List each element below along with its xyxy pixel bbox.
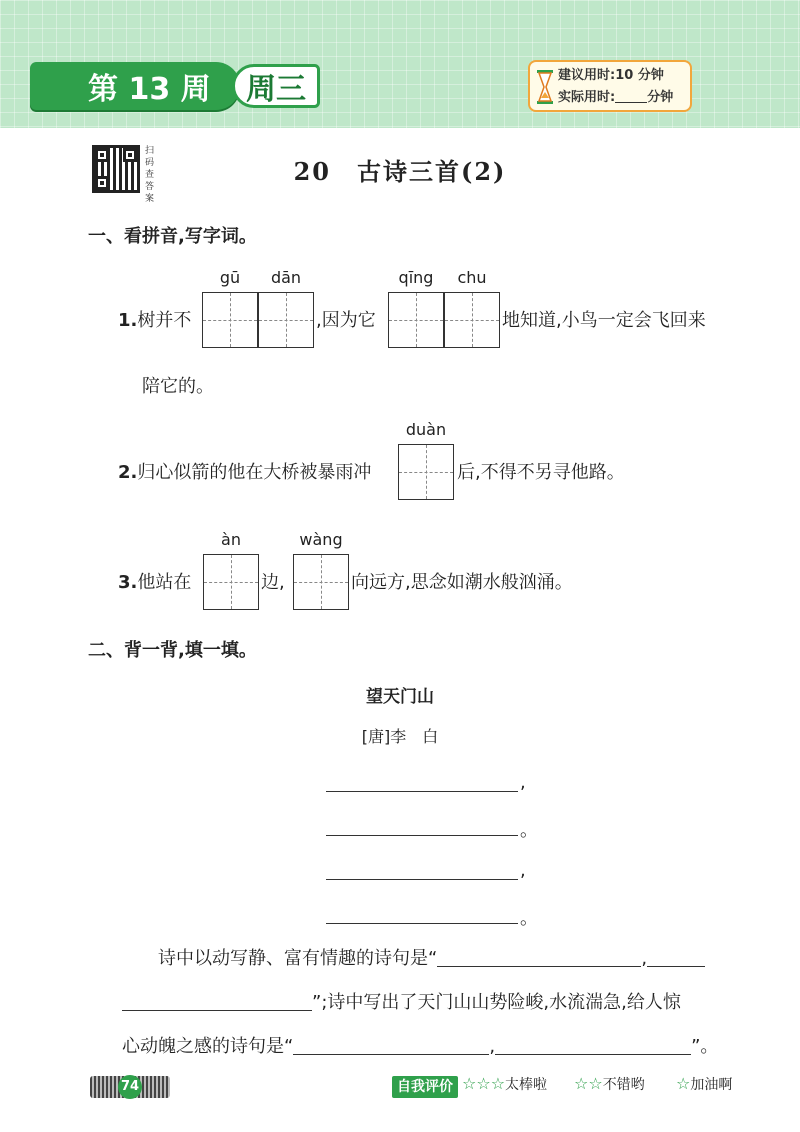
- rating-option-2[interactable]: [574, 1074, 645, 1094]
- answer-blank[interactable]: [293, 1037, 489, 1055]
- answer-blank[interactable]: [122, 993, 312, 1011]
- page-number-bar: [90, 1076, 170, 1098]
- q1-text-before: [118, 306, 191, 332]
- qr-label: 扫码查答案: [145, 146, 155, 204]
- question-number: 1.: [118, 310, 138, 331]
- poem-blank-line[interactable]: [326, 904, 518, 924]
- q3-before: 他站在: [137, 572, 192, 593]
- hourglass-icon: [537, 70, 553, 104]
- poem-blank-line[interactable]: [326, 772, 518, 792]
- pinyin: àn: [221, 530, 241, 549]
- para3-end: ”。: [691, 1036, 719, 1057]
- actual-time-blank[interactable]: [615, 89, 647, 103]
- poem-punct: 。: [520, 908, 538, 929]
- rating-label: 加油啊: [690, 1077, 733, 1093]
- q3-text-middle: 边,: [261, 572, 285, 593]
- poem-punct: ,: [520, 772, 526, 793]
- answer-blank[interactable]: [647, 949, 705, 967]
- day-badge: [232, 64, 320, 108]
- writing-box[interactable]: [293, 554, 349, 610]
- star-icon: ☆☆☆: [462, 1074, 506, 1093]
- poem-punct: 。: [520, 820, 538, 841]
- pinyin: dān: [270, 268, 302, 287]
- fill-paragraph-line-1: [158, 944, 705, 970]
- para3-text: 心动魄之感的诗句是“: [122, 1036, 294, 1057]
- day-label: 周三: [246, 72, 306, 107]
- writing-box[interactable]: [388, 292, 444, 348]
- actual-time: [558, 87, 684, 109]
- para1-text: 诗中以动写静、富有情趣的诗句是“: [158, 948, 438, 969]
- para1-comma: ,: [641, 948, 648, 969]
- week-label: 第 13 周: [88, 72, 211, 107]
- star-icon: ☆: [676, 1074, 691, 1093]
- q1-text-cont: 陪它的。: [142, 376, 214, 397]
- actual-time-unit: 分钟: [647, 90, 674, 105]
- question-number: 3.: [118, 572, 138, 593]
- writing-box[interactable]: [258, 292, 314, 348]
- suggested-time: 建议用时:10 分钟: [558, 68, 664, 83]
- q2-text-after: 后,不得不另寻他路。: [457, 462, 625, 483]
- rating-label: 不错哟: [602, 1077, 645, 1093]
- q3-text-after: 向远方,思念如潮水般汹涌。: [351, 572, 573, 593]
- answer-blank[interactable]: [495, 1037, 691, 1055]
- writing-box[interactable]: [444, 292, 500, 348]
- writing-box[interactable]: [203, 554, 259, 610]
- q3-text-before: [118, 568, 191, 594]
- writing-box[interactable]: [398, 444, 454, 500]
- answer-blank[interactable]: [437, 949, 641, 967]
- para3-comma: ,: [489, 1036, 496, 1057]
- q2-before: 归心似箭的他在大桥被暴雨冲: [137, 462, 372, 483]
- pinyin: qīng: [398, 268, 434, 287]
- rating-option-3[interactable]: [676, 1074, 732, 1094]
- poem-punct: ,: [520, 860, 526, 881]
- pinyin: gū: [219, 268, 241, 287]
- rating-option-1[interactable]: [462, 1074, 547, 1094]
- question-number: 2.: [118, 462, 138, 483]
- poem-blank-line[interactable]: [326, 816, 518, 836]
- poem-title: 望天门山: [366, 687, 434, 707]
- q1-before: 树并不: [137, 310, 192, 331]
- poem-blank-line[interactable]: [326, 860, 518, 880]
- pinyin: wàng: [299, 530, 343, 549]
- q2-text-before: [118, 458, 371, 484]
- pinyin: duàn: [405, 420, 447, 439]
- self-eval-label: 自我评价: [392, 1076, 458, 1098]
- lesson-title: 20 古诗三首(2): [293, 157, 507, 186]
- page-number: 74: [118, 1075, 142, 1099]
- week-badge: [30, 62, 240, 110]
- writing-box[interactable]: [202, 292, 258, 348]
- poem-author: [唐]李 白: [361, 727, 439, 746]
- fill-paragraph-line-2: [122, 988, 681, 1014]
- actual-time-label: 实际用时:: [558, 90, 616, 105]
- q1-text-after: 地知道,小鸟一定会飞回来: [502, 310, 706, 331]
- pinyin: chu: [457, 268, 487, 287]
- para2-text: ”;诗中写出了天门山山势险峻,水流湍急,给人惊: [312, 992, 681, 1013]
- star-icon: ☆☆: [574, 1074, 603, 1093]
- section-heading-1: 一、看拼音,写字词。: [88, 226, 257, 247]
- fill-paragraph-line-3: [122, 1032, 718, 1058]
- section-heading-2: 二、背一背,填一填。: [88, 640, 257, 661]
- time-box: [528, 60, 692, 112]
- q1-text-middle: ,因为它: [316, 310, 376, 331]
- rating-label: 太棒啦: [505, 1077, 548, 1093]
